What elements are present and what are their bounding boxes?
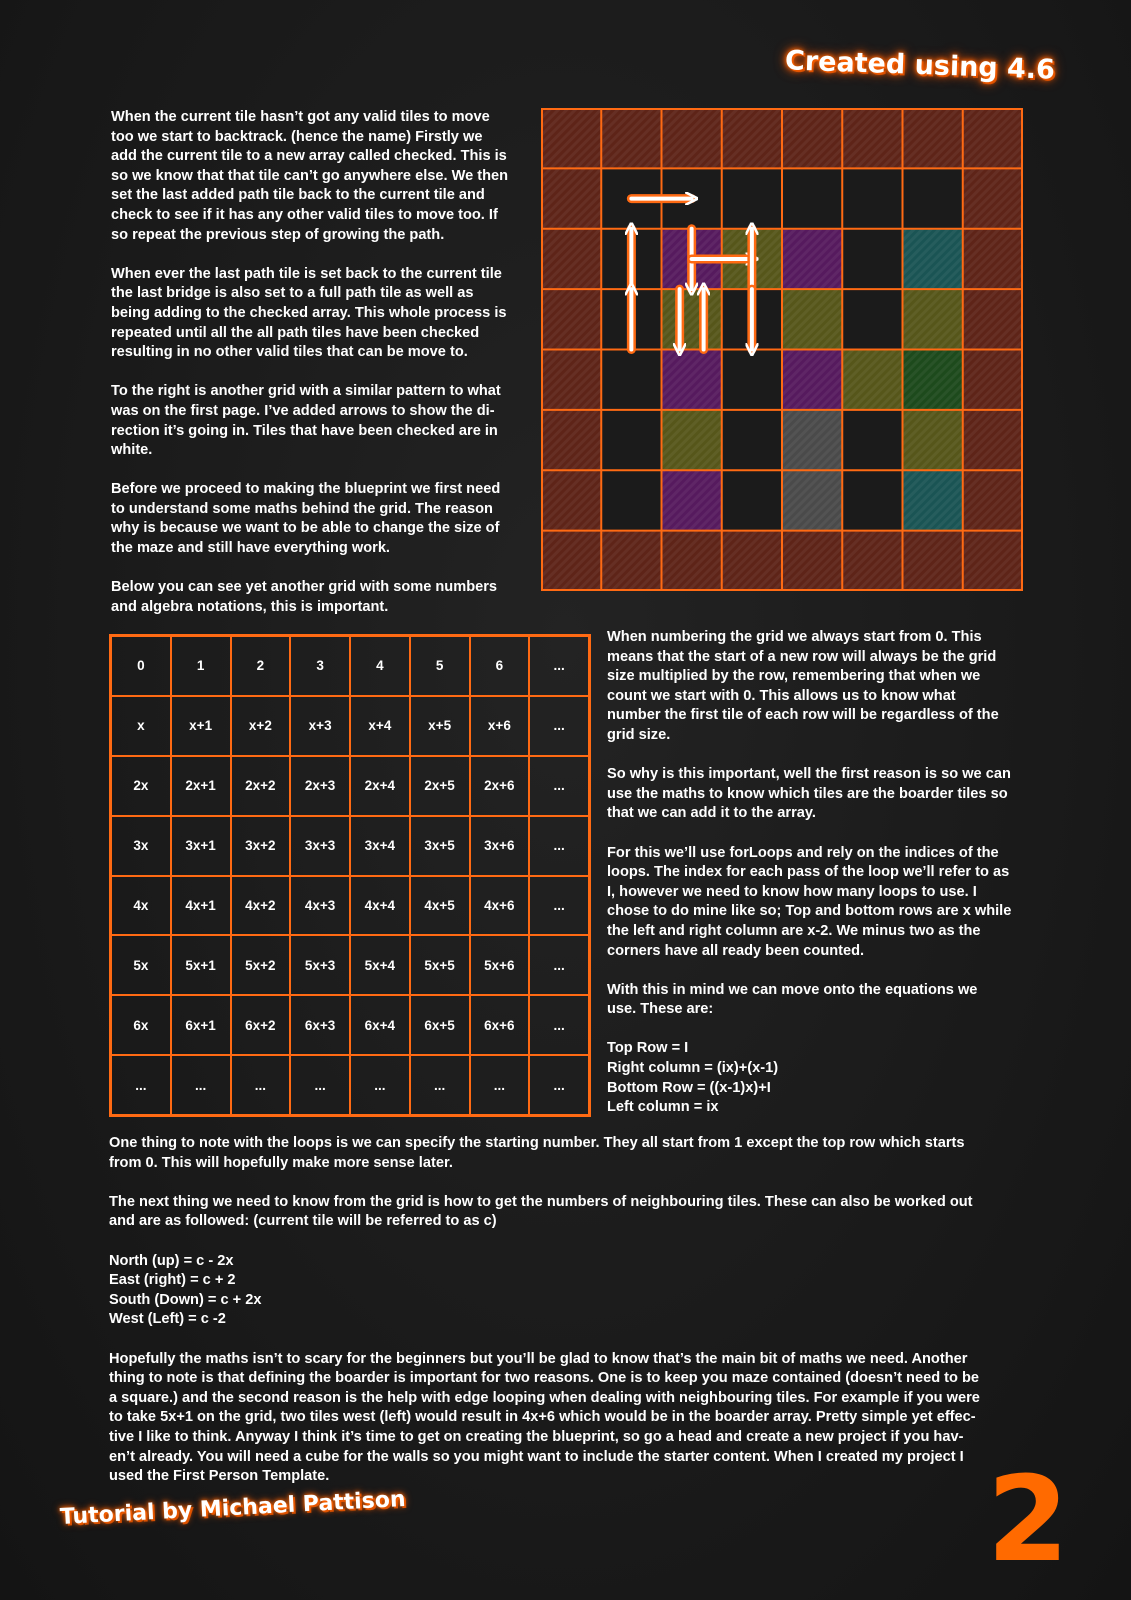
tile-texture [782,410,842,470]
maze-tile-empty [722,168,782,228]
number-grid-cell: x [111,696,171,756]
tile-texture [541,168,601,228]
tile-texture [903,531,963,591]
bottom-paragraph-2: The next thing we need to know from the grid is how to get the numbers of neighbouring tiles. These can also be worked out and are as followed: (current tile will be referred to as c) [109,1193,973,1230]
right-paragraph-3: For this we’ll use forLoops and rely on the indices of the loops. The index for each pass of the loop we’ll refer to as I, however we need to know how many loops to use. I chose to do mine like so; Top and bottom rows are x while the left and right column are x-2. We minus two as the corners have all ready been counted. [607,844,1012,959]
number-grid-row [111,636,589,696]
number-grid-cell: 2x+4 [350,756,410,816]
tile-texture [541,229,601,289]
tile-texture [722,531,782,591]
tile-texture [541,108,601,168]
number-grid-cell: 4 [350,636,410,696]
number-grid-cell: x+5 [410,696,470,756]
number-grid-table [110,635,590,1116]
number-grid-cell: 3x+6 [470,816,530,876]
tile-texture [842,531,902,591]
tile-texture [541,350,601,410]
number-grid-cell: 4x+6 [470,876,530,936]
tile-texture [782,108,842,168]
maze-tile-empty [722,350,782,410]
number-grid-cell: 4x+3 [290,876,350,936]
number-grid-cell: 5x+2 [231,935,291,995]
number-grid-cell: 2x+5 [410,756,470,816]
tile-texture [963,410,1023,470]
neighbour-equations: North (up) = c - 2x East (right) = c + 2 South (Down) = c + 2x West (Left) = c -2 [109,1252,262,1328]
maze-tile-empty [842,470,902,530]
tile-texture [903,229,963,289]
tile-texture [903,470,963,530]
number-grid-cell: 3x [111,816,171,876]
intro-paragraph-1: When the current tile hasn’t got any valid tiles to move too we start to backtrack. (hence the name) Firstly we add the current tile to a new array called checked. This is so we know that that tile can’t go anywhere else. We then set the last added path tile back to the current tile and check to see if it has any other valid tiles to move too. If so repeat the previous step of growing the path. [111,109,509,243]
number-grid-cell: ... [111,1055,171,1115]
tile-texture [782,470,842,530]
bottom-paragraph-1: One thing to note with the loops is we can specify the starting number. They all start from 1 except the top row which starts from 0. This will hopefully make more sense later. [109,1135,965,1171]
number-grid [109,634,591,1117]
number-grid-cell: ... [529,935,589,995]
number-grid-cell: 6x+5 [410,995,470,1055]
tile-texture [601,531,661,591]
maze-grid-diagram [541,108,1023,591]
tile-texture [963,350,1023,410]
tile-texture [662,350,722,410]
number-grid-cell: ... [529,876,589,936]
number-grid-cell: 6x [111,995,171,1055]
intro-paragraph-3: To the right is another grid with a similar pattern to what was on the first page. I’ve added arrows to show the di- rection it’s going in. Tiles that have been checked are in white. [111,383,501,459]
number-grid-cell: 6x+1 [171,995,231,1055]
number-grid-cell: ... [529,696,589,756]
tile-texture [782,350,842,410]
right-column-text [607,628,1025,1118]
number-grid-cell: ... [529,636,589,696]
number-grid-cell: 2x+3 [290,756,350,816]
number-grid-cell: ... [290,1055,350,1115]
number-grid-cell: 5x+1 [171,935,231,995]
number-grid-cell: 3x+2 [231,816,291,876]
number-grid-cell: 4x+2 [231,876,291,936]
number-grid-cell: ... [470,1055,530,1115]
number-grid-cell: x+4 [350,696,410,756]
intro-paragraph-2: When ever the last path tile is set back to the current tile the last bridge is also set to a full path tile as well as being adding to the checked array. This whole process is repeated until all the all path tiles have been checked resulting in no other valid tiles that can be move to. [111,265,507,361]
number-grid-cell: 2x [111,756,171,816]
maze-grid-svg [541,108,1023,591]
number-grid-cell: ... [171,1055,231,1115]
number-grid-cell: 4x [111,876,171,936]
maze-tile-empty [842,289,902,349]
tile-texture [963,108,1023,168]
page-number: 2 [986,1450,1069,1588]
tile-texture [842,108,902,168]
number-grid-cell: 3x+1 [171,816,231,876]
number-grid-cell: 2x+1 [171,756,231,816]
tile-texture [662,410,722,470]
tile-texture [963,168,1023,228]
number-grid-cell: 3x+3 [290,816,350,876]
tile-texture [662,531,722,591]
tile-texture [903,108,963,168]
number-grid-cell: 5x+3 [290,935,350,995]
tile-texture [963,229,1023,289]
number-grid-cell: ... [529,816,589,876]
number-grid-cell: ... [529,995,589,1055]
number-grid-cell: 2x+6 [470,756,530,816]
number-grid-row [111,816,589,876]
number-grid-cell: 5x [111,935,171,995]
number-grid-cell: 5x+6 [470,935,530,995]
number-grid-cell: x+1 [171,696,231,756]
author-credit: Tutorial by Michael Pattison [59,1486,407,1530]
tile-texture [782,289,842,349]
number-grid-row [111,1055,589,1115]
number-grid-cell: ... [410,1055,470,1115]
maze-tile-empty [601,350,661,410]
tile-texture [782,229,842,289]
maze-tile-empty [842,168,902,228]
tile-texture [541,410,601,470]
number-grid-cell: 4x+4 [350,876,410,936]
tile-texture [662,470,722,530]
number-grid-cell: 2x+2 [231,756,291,816]
maze-tile-empty [722,410,782,470]
tile-texture [903,410,963,470]
number-grid-cell: 5 [410,636,470,696]
intro-paragraph-5: Below you can see yet another grid with some numbers and algebra notations, this is important. [111,579,498,615]
number-grid-cell: ... [529,756,589,816]
tile-texture [541,470,601,530]
number-grid-cell: ... [529,1055,589,1115]
number-grid-cell: ... [350,1055,410,1115]
number-grid-row [111,995,589,1055]
right-paragraph-1: When numbering the grid we always start from 0. This means that the start of a new row will always be the grid size multiplied by the row, remembering that when we count we start with 0. This allows us to know what number the first tile of each row will be regardless of the grid size. [607,629,999,743]
tile-texture [963,531,1023,591]
number-grid-cell: 1 [171,636,231,696]
right-paragraph-2: So why is this important, well the first reason is so we can use the maths to know which tiles are the boarder tiles so that we can add it to the array. [607,766,1011,822]
tile-texture [662,289,722,349]
number-grid-cell: 6x+2 [231,995,291,1055]
tile-texture [782,531,842,591]
header-title: Created using 4.6 [784,45,1056,86]
bottom-paragraph-4: Hopefully the maths isn’t to scary for the beginners but you’ll be glad to know that’s the main bit of maths we need. Another thing to note is that defining the boarder is important for two reasons. One is to keep you maze contained (doesn’t need to be a square.) and the second reason is the help with edge looping when dealing with neighbouring tiles. For example if you were to take 5x+1 on the grid, two tiles west (left) would result in 4x+6 which would be in the boarder array. Pretty simple yet effec- tive I like to think. Anyway I think it’s time to get on creating the blueprint, so go a head and create a new project if you hav- en’t already. You will need a cube for the walls so you might want to include the starter content. When I created my project I used the First Person Template. [109,1350,980,1485]
number-grid-cell: ... [231,1055,291,1115]
tile-texture [541,531,601,591]
number-grid-cell: 6x+4 [350,995,410,1055]
maze-tile-empty [722,470,782,530]
number-grid-row [111,935,589,995]
tile-texture [903,289,963,349]
number-grid-cell: x+3 [290,696,350,756]
number-grid-cell: x+2 [231,696,291,756]
maze-tile-empty [601,410,661,470]
intro-text [111,108,516,617]
tile-texture [541,289,601,349]
right-paragraph-4: With this in mind we can move onto the equations we use. These are: [607,981,978,1018]
number-grid-cell: 6x+3 [290,995,350,1055]
tile-texture [601,108,661,168]
tile-texture [963,470,1023,530]
tile-texture [903,350,963,410]
equations-list: Top Row = I Right column = (ix)+(x-1) Bottom Row = ((x-1)x)+I Left column = ix [607,1040,779,1116]
tile-texture [722,108,782,168]
number-grid-cell: 4x+1 [171,876,231,936]
number-grid-cell: 5x+5 [410,935,470,995]
intro-paragraph-4: Before we proceed to making the blueprint we first need to understand some maths behind the grid. The reason why is because we want to be able to change the size of the maze and still have everything work. [111,481,501,557]
tile-texture [662,108,722,168]
number-grid-row [111,756,589,816]
maze-tile-empty [842,410,902,470]
maze-tile-empty [782,168,842,228]
number-grid-cell: 6x+6 [470,995,530,1055]
number-grid-cell: 3 [290,636,350,696]
number-grid-cell: 6 [470,636,530,696]
tile-texture [963,289,1023,349]
number-grid-cell: x+6 [470,696,530,756]
tile-texture [842,350,902,410]
maze-tile-empty [903,168,963,228]
bottom-text [109,1134,1029,1487]
number-grid-cell: 4x+5 [410,876,470,936]
number-grid-cell: 0 [111,636,171,696]
number-grid-row [111,696,589,756]
number-grid-cell: 2 [231,636,291,696]
number-grid-cell: 3x+5 [410,816,470,876]
number-grid-cell: 3x+4 [350,816,410,876]
number-grid-row [111,876,589,936]
maze-tile-empty [842,229,902,289]
maze-tile-empty [601,470,661,530]
number-grid-cell: 5x+4 [350,935,410,995]
